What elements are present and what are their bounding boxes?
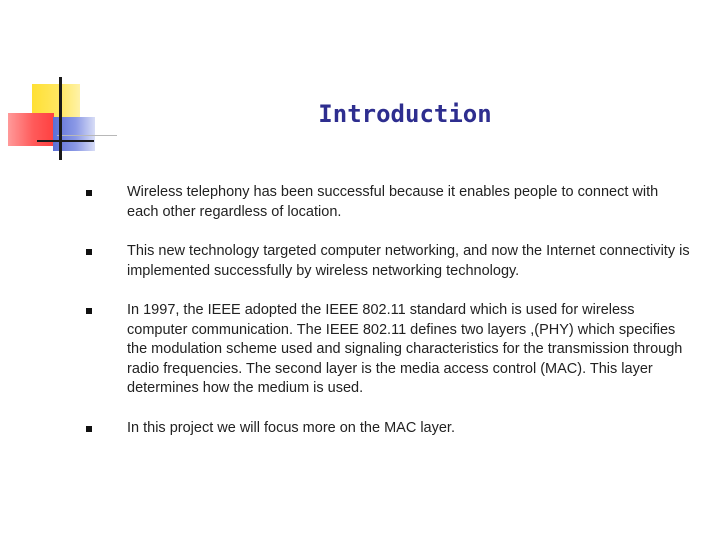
- square-bullet-icon: [86, 249, 92, 255]
- slide-title: Introduction: [318, 100, 492, 128]
- bullet-item: [86, 183, 696, 222]
- square-bullet-icon: [86, 190, 92, 196]
- bullet-item: [86, 419, 696, 439]
- bullet-text: In this project we will focus more on the MAC layer.: [127, 419, 455, 436]
- bullet-list: [86, 183, 696, 458]
- square-bullet-icon: [86, 308, 92, 314]
- bullet-text: Wireless telephony has been successful because it enables people to connect with each other regardless of location.: [127, 184, 659, 220]
- bullet-item: [86, 301, 696, 399]
- decorative-horizontal-line: [37, 140, 94, 142]
- decorative-gray-line: [57, 135, 117, 136]
- bullet-text: This new technology targeted computer networking, and now the Internet connectivity is implemented successfully by wireless networking technology.: [127, 243, 690, 279]
- bullet-text: In 1997, the IEEE adopted the IEEE 802.11 standard which is used for wireless computer communication. The IEEE 802.11 defines two layers ,(PHY) which specifies the modulation scheme used and signaling characteristics for the transmission through radio frequencies. The second layer is the media access control (MAC). This layer determines how the medium is used.: [127, 302, 683, 396]
- bullet-item: [86, 242, 696, 281]
- square-bullet-icon: [86, 426, 92, 432]
- decorative-vertical-line: [59, 77, 62, 160]
